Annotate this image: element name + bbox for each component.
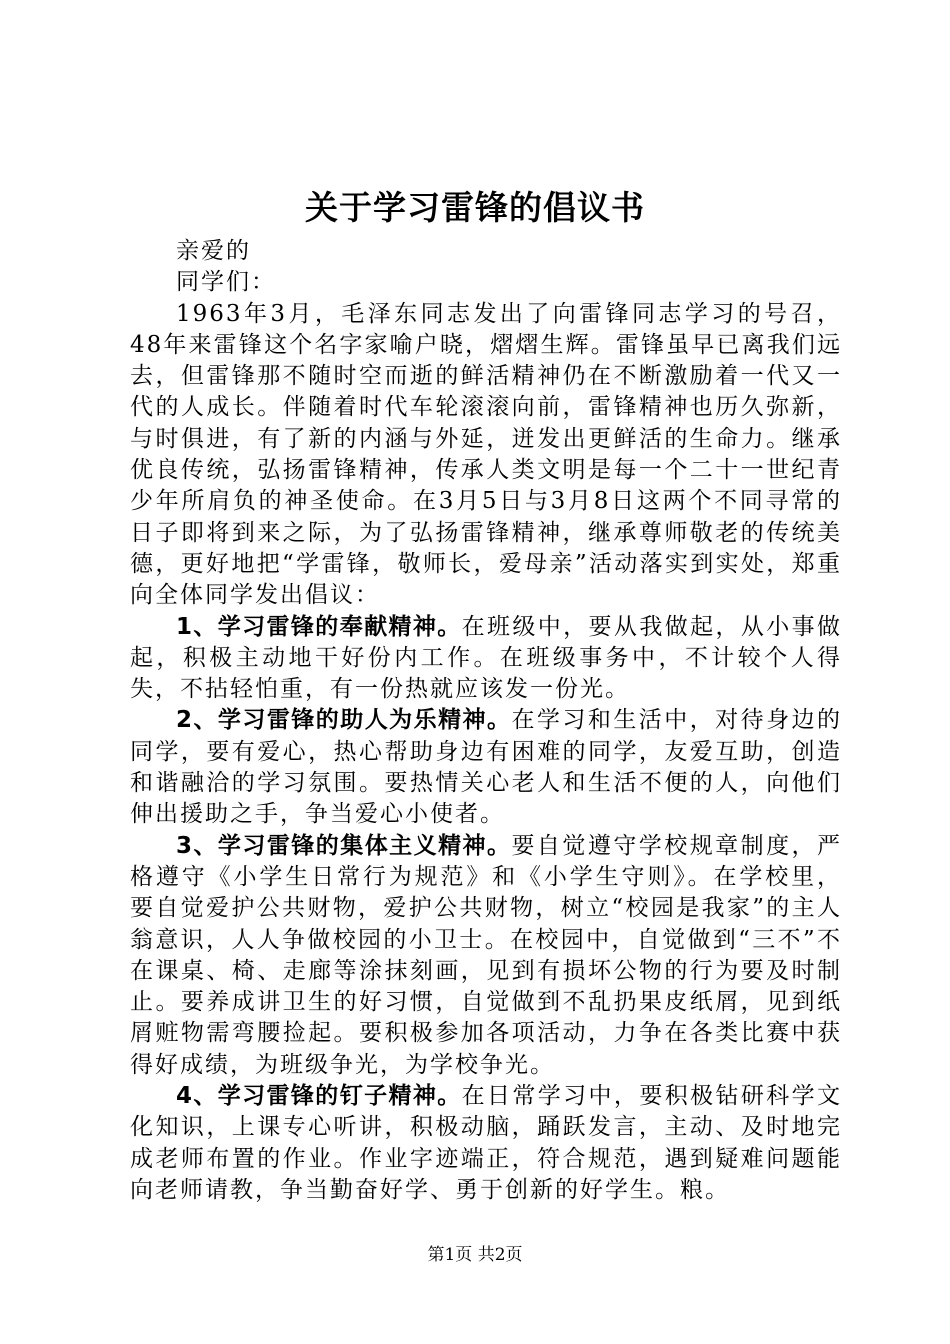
proposal-item-1-heading: 1、学习雷锋的奉献精神。 [176, 613, 462, 640]
document-body [130, 236, 842, 1206]
proposal-item-4 [130, 1081, 842, 1206]
salutation-line-1: 亲爱的 [176, 238, 251, 264]
proposal-item-2-heading: 2、学习雷锋的助人为乐精神。 [176, 707, 512, 734]
document-title: 关于学习雷锋的倡议书 [305, 188, 645, 227]
salutation-line-2: 同学们： [176, 269, 276, 296]
proposal-item-1-text: 在班级中，要从我做起，从小事做起，积极主动地干好份内工作。在班级事务中，不计较个人得失，不拈轻怕重，有一份热就应该发一份光。 [130, 613, 843, 703]
proposal-item-3-text: 要自觉遵守学校规章制度，严格遵守《小学生日常行为规范》和《小学生守则》。在学校里，要自觉爱护公共财物，爱护公共财物，树立“校园是我家”的主人翁意识，人人争做校园的小卫士。在校园中，自觉做到“三不”不在课桌、椅、走廊等涂抹刻画，见到有损坏公物的行为要及时制止。要养成讲卫生的好习惯，自觉做到不乱扔果皮纸屑，见到纸屑赃物需弯腰捡起。要积极参加各项活动，力争在各类比赛中获得好成绩，为班级争光，为学校争光。 [130, 832, 842, 1078]
intro-paragraph: 1963年3月，毛泽东同志发出了向雷锋同志学习的号召，48年来雷锋这个名字家喻户晓，熠熠生辉。雷锋虽早已离我们远去，但雷锋那不随时空而逝的鲜活精神仍在不断激励着一代又一代的人成长。伴随着时代车轮滚滚向前，雷锋精神也历久弥新，与时俱进，有了新的内涵与外延，迸发出更鲜活的生命力。继承优良传统，弘扬雷锋精神，传承人类文明是每一个二十一世纪青少年所肩负的神圣使命。在3月5日与3月8日这两个不同寻常的日子即将到来之际，为了弘扬雷锋精神，继承尊师敬老的传统美德，更好地把“学雷锋，敬师长，爱母亲”活动落实到实处，郑重向全体同学发出倡议： [130, 300, 842, 609]
proposal-item-2 [130, 705, 842, 830]
proposal-item-3 [130, 831, 842, 1081]
proposal-item-4-text: 在日常学习中，要积极钻研科学文化知识，上课专心听讲，积极动脑，踊跃发言，主动、及时地完成老师布置的作业。作业字迹端正，符合规范，遇到疑难问题能向老师请教，争当勤奋好学、勇于创新的好学生。粮。 [130, 1083, 843, 1203]
proposal-item-4-heading: 4、学习雷锋的钉子精神。 [176, 1083, 462, 1110]
proposal-item-2-text: 在学习和生活中，对待身边的同学，要有爱心，热心帮助身边有困难的同学，友爱互助，创造和谐融洽的学习氛围。要热情关心老人和生活不便的人，向他们伸出援助之手，争当爱心小使者。 [130, 707, 842, 828]
proposal-item-3-heading: 3、学习雷锋的集体主义精神。 [176, 832, 512, 859]
page-footer: 第1页 共2页 [427, 1245, 523, 1265]
proposal-item-1 [130, 612, 842, 706]
